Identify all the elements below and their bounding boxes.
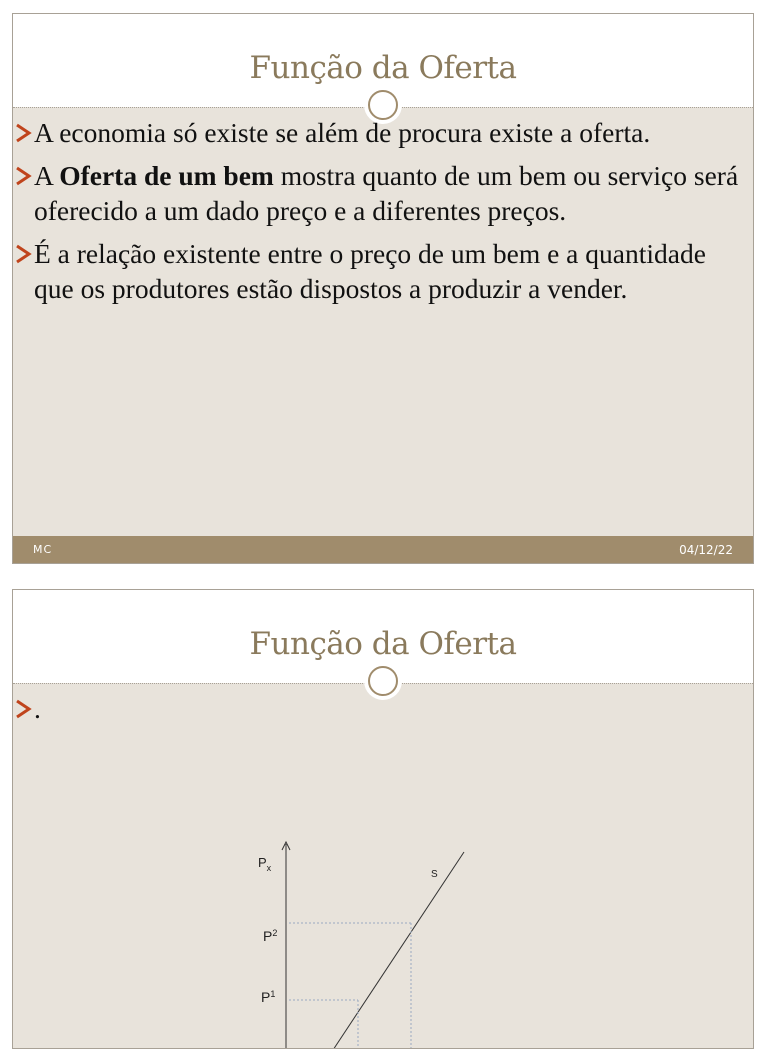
bullet-text: A: [34, 160, 60, 191]
bullet-list: [13, 115, 753, 314]
bullet-text: .: [34, 693, 41, 724]
bullet-item: [13, 236, 753, 306]
arrow-bullet-icon: [14, 158, 32, 193]
bullet-text: A economia só existe se além de procura existe a oferta.: [34, 117, 651, 148]
bullet-text-bold: Oferta de um bem: [59, 160, 274, 191]
supply-label: S: [431, 869, 438, 880]
price-label-p2: $P^2$: [263, 928, 278, 944]
footer-author: MC: [33, 543, 53, 556]
slide-2: [12, 589, 754, 1049]
arrow-bullet-icon: [14, 115, 32, 150]
arrow-bullet-icon: [14, 236, 32, 271]
supply-curve: [333, 852, 464, 1049]
slide-title: Função da Oferta: [249, 50, 517, 86]
bullet-item: [13, 158, 753, 228]
slide-1: [12, 13, 754, 564]
bullet-item: [13, 115, 753, 150]
slide-title: Função da Oferta: [249, 626, 517, 662]
footer-date: 04/12/22: [679, 543, 733, 557]
bullet-text: mostra quanto de um bem ou serviço será oferecido a um dado preço e a diferentes preços.: [34, 160, 739, 226]
price-label-p1: $P^1$: [261, 989, 276, 1005]
supply-graph: [13, 590, 754, 1049]
slide-footer: [13, 536, 753, 563]
y-axis-label: $P_x$: [258, 855, 272, 873]
bullet-text: É a relação existente entre o preço de um bem e a quantidade que os produtores estão dispostos a produzir a vender.: [34, 238, 706, 304]
